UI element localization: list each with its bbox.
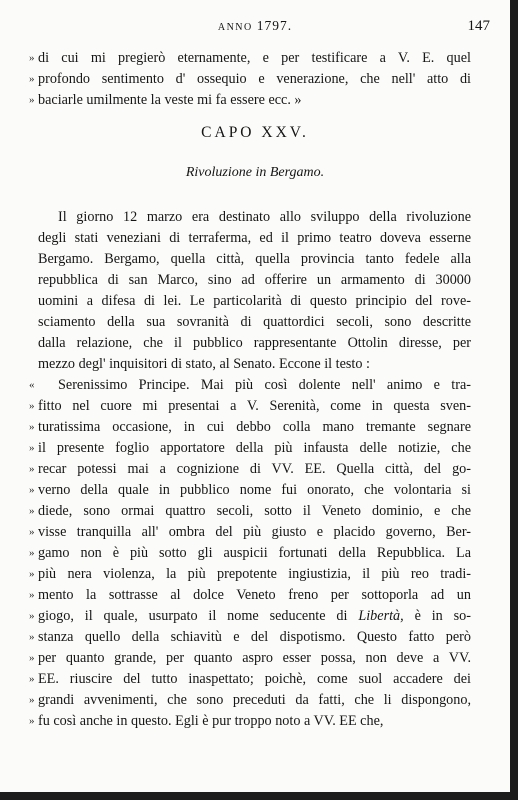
quote-mark: » [29,73,35,85]
text-line: » di cui mi pregierò eternamente, e per testificare a V. E. quel [38,48,471,69]
quote-mark: » [29,652,35,664]
text-line: uomini a difesa di lei. Le particolarità di questo principio del rove- [38,293,471,309]
text-line: » per quanto grande, per quanto aspro esser possa, non deve a VV. [38,648,471,669]
page-number: 147 [467,18,490,34]
text-line: » mento la sottrasse al dolce Veneto freno per sottoporla ad un [38,585,471,606]
running-title [0,18,510,34]
quote-mark: » [29,442,35,454]
quote-mark: » [29,610,35,622]
running-title-year: 1797. [256,18,293,33]
quote-mark: » [29,94,35,106]
page-header [0,18,510,40]
text-line: » giogo, il quale, usurpato il nome seducente di Libertà, è in so- [38,606,471,627]
text-line: » recar potessi mai a cognizione di VV. EE. Quella città, del go- [38,459,471,480]
text-line: sciamento della sua sovranità di quattordici secoli, sono descritte [38,314,471,330]
text-line: » diede, sono ormai quattro secoli, sotto il Veneto dominio, e che [38,501,471,522]
quote-mark: » [29,463,35,475]
text-line: » turatissima occasione, in cui debbo colla mano tremante segnare [38,417,471,438]
quote-mark: « [29,379,35,391]
text-line: » stanza quello della schiavitù e del dispotismo. Questo fatto però [38,627,471,648]
quote-mark: » [29,568,35,580]
text-line: degli stati veneziani di terraferma, ed il primo teatro doveva esserne [38,230,471,246]
section-title: Rivoluzione in Bergamo. [185,165,325,180]
text-line: » visse tranquilla all' ombra del più giusto e placido governo, Ber- [38,522,471,543]
text-line: repubblica di san Marco, sino ad offerire un armamento di 30000 [38,272,471,288]
quote-mark: » [29,505,35,517]
quote-mark: » [29,589,35,601]
quote-mark: » [29,421,35,433]
chapter-title: CAPO XXV. [201,124,309,141]
quoted-letter [29,375,472,732]
text-line: Bergamo. Bergamo, quella città, quella provincia tanto fedele alla [38,251,471,267]
italic-word: Libertà, [358,608,404,624]
text-line: » profondo sentimento d' ossequio e venerazione, che nell' atto di [38,69,471,90]
quote-mark: » [29,484,35,496]
text-line: » fu così anche in questo. Egli è pur troppo noto a VV. EE che, [38,711,471,732]
running-title-word: ANNO [217,22,253,33]
text-line: » EE. riuscire del tutto inaspettato; poichè, come suol accadere dei [38,669,471,690]
quote-mark: » [29,694,35,706]
body-paragraph [38,207,471,375]
text-line: » gamo non è più sotto gli auspicii fortunati della Repubblica. La [38,543,471,564]
text-line: » più nera violenza, la più prepotente ingiustizia, il più reo tradi- [38,564,471,585]
text-line: mezzo degl' inquisitori di stato, al Senato. Eccone il testo : [38,356,370,372]
text-line: Il giorno 12 marzo era destinato allo sviluppo della rivoluzione [58,209,471,225]
quote-mark: » [29,673,35,685]
text-line: » baciarle umilmente la veste mi fa essere ecc. » [38,90,471,111]
quote-mark: » [29,631,35,643]
quote-mark: » [29,526,35,538]
text-line: » il presente foglio apportatore della più infausta delle notizie, che [38,438,471,459]
text-line: » verno della quale in pubblico nome fui onorato, che volontaria si [38,480,471,501]
quote-mark: » [29,547,35,559]
quote-mark: » [29,52,35,64]
text-line: « Serenissimo Principe. Mai più così dolente nell' animo e tra- [38,375,471,396]
text-line: dalla relazione, che il pubblico rappresentante Ottolin diresse, per [38,335,471,351]
quote-mark: » [29,400,35,412]
text-line: » grandi avvenimenti, che sono preceduti da fatti, che li dispongono, [38,690,471,711]
text-line: » fitto nel cuore mi presentai a V. Serenità, come in questa sven- [38,396,471,417]
intro-quotation [29,48,471,111]
quote-mark: » [29,715,35,727]
